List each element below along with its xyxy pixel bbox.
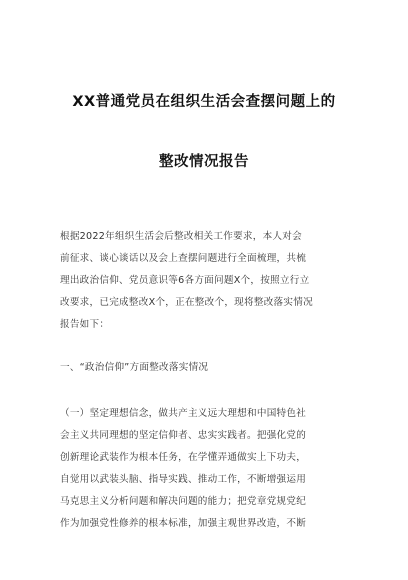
intro-line: 报告如下： xyxy=(60,319,110,330)
intro-line: 根据2022年组织生活会后整改相关工作要求，本人对会 xyxy=(60,231,302,242)
intro-line: 改要求，已完成整改X个，正在整改个，现将整改落实情况 xyxy=(60,297,313,308)
intro-line: 前征求、谈心谈话以及会上查摆问题进行全面梳理，共梳 xyxy=(60,253,307,264)
section-line: 自觉用以武装头脑、指导实践、推动工作，不断增强运用 xyxy=(60,474,307,485)
section-line: 马克思主义分析问题和解决问题的能力；把党章党规党纪 xyxy=(60,496,307,507)
section-heading: 一、“政治信仰”方面整改落实情况 xyxy=(60,362,209,373)
intro-line: 理出政治信仰、党员意识等6各方面问题X个，按照立行立 xyxy=(60,275,310,286)
document-title-line-1: XX普通党员在组织生活会查摆问题上的 xyxy=(72,94,336,110)
section-line: 作为加强党性修养的根本标准，加强主观世界改造，不断 xyxy=(60,518,307,529)
document-title-line-2: 整改情况报告 xyxy=(159,154,249,170)
section-line: （一）坚定理想信念，做共产主义远大理想和中国特色社 xyxy=(60,408,307,419)
section-line: 创新理论武装作为根本任务，在学懂弄通做实上下功夫， xyxy=(60,452,307,463)
section-line: 会主义共同理想的坚定信仰者、忠实实践者。把强化党的 xyxy=(60,430,307,441)
